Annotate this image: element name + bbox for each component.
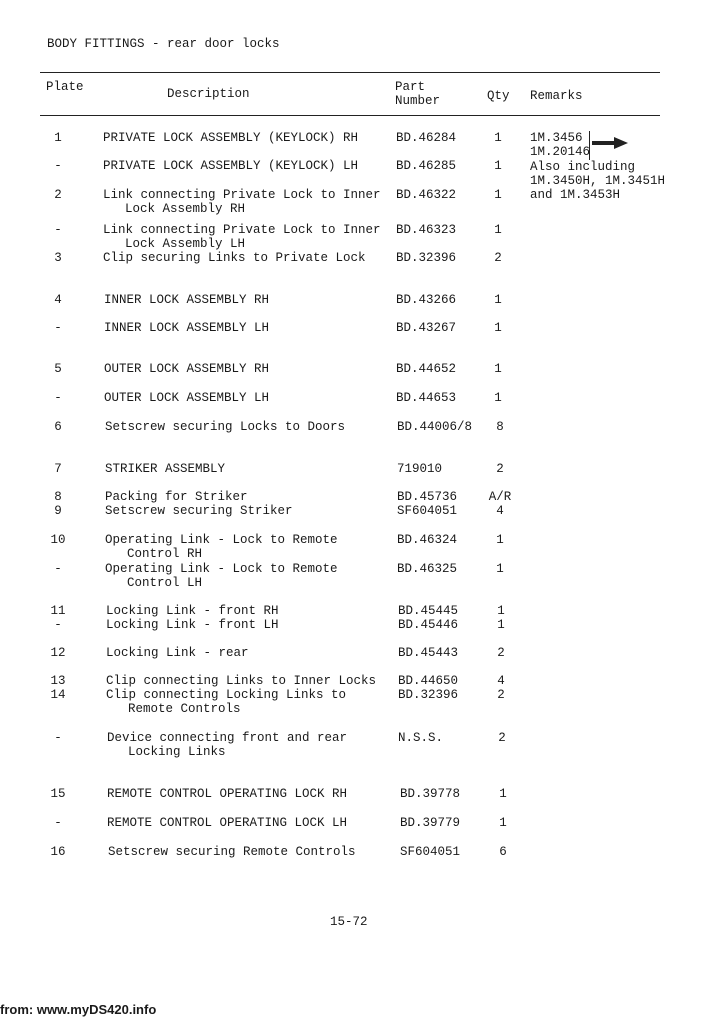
part-number-cell: BD.45736 bbox=[397, 490, 458, 504]
part-number-cell: SF604051 bbox=[400, 845, 461, 859]
qty-cell: 1 bbox=[494, 223, 502, 237]
description-cell: INNER LOCK ASSEMBLY LH bbox=[104, 321, 270, 335]
plate-cell: - bbox=[54, 562, 62, 576]
description-cell: PRIVATE LOCK ASSEMBLY (KEYLOCK) RH bbox=[103, 131, 359, 145]
description-cell: OUTER LOCK ASSEMBLY RH bbox=[104, 362, 270, 376]
qty-cell: 1 bbox=[496, 533, 504, 547]
description-cell: Operating Link - Lock to Remote bbox=[105, 533, 338, 547]
qty-cell: 1 bbox=[494, 159, 502, 173]
qty-cell: 4 bbox=[496, 504, 504, 518]
description-cell-continued: Control LH bbox=[127, 576, 203, 590]
plate-cell: - bbox=[54, 816, 62, 830]
part-number-cell: BD.44652 bbox=[396, 362, 457, 376]
description-cell-continued: Control RH bbox=[127, 547, 203, 561]
remarks-serial-to: 1M.20146 bbox=[530, 145, 591, 159]
qty-cell: 1 bbox=[494, 362, 502, 376]
col-header-remarks: Remarks bbox=[530, 89, 583, 103]
qty-cell: 1 bbox=[499, 816, 507, 830]
qty-cell: 4 bbox=[497, 674, 505, 688]
qty-cell: 6 bbox=[499, 845, 507, 859]
qty-cell: 8 bbox=[496, 420, 504, 434]
part-number-cell: BD.44006/8 bbox=[397, 420, 473, 434]
page-title: BODY FITTINGS - rear door locks bbox=[47, 37, 280, 51]
qty-cell: 1 bbox=[494, 188, 502, 202]
qty-cell: 2 bbox=[498, 731, 506, 745]
qty-cell: 1 bbox=[494, 391, 502, 405]
plate-cell: 6 bbox=[54, 420, 62, 434]
part-number-cell: BD.45445 bbox=[398, 604, 459, 618]
description-cell: Clip connecting Locking Links to bbox=[106, 688, 347, 702]
description-cell: Clip connecting Links to Inner Locks bbox=[106, 674, 377, 688]
part-number-cell: BD.32396 bbox=[398, 688, 459, 702]
plate-cell: 7 bbox=[54, 462, 62, 476]
plate-cell: - bbox=[54, 159, 62, 173]
part-number-cell: BD.39778 bbox=[400, 787, 461, 801]
part-number-cell: BD.44650 bbox=[398, 674, 459, 688]
col-header-part-number: Number bbox=[395, 94, 441, 108]
description-cell: Device connecting front and rear bbox=[107, 731, 348, 745]
description-cell-continued: Lock Assembly RH bbox=[125, 202, 246, 216]
part-number-cell: 719010 bbox=[397, 462, 443, 476]
plate-cell: 11 bbox=[50, 604, 66, 618]
plate-cell: - bbox=[54, 321, 62, 335]
description-cell: Link connecting Private Lock to Inner bbox=[103, 223, 381, 237]
part-number-cell: SF604051 bbox=[397, 504, 458, 518]
plate-cell: 13 bbox=[50, 674, 66, 688]
plate-cell: - bbox=[54, 731, 62, 745]
remarks-note: 1M.3450H, 1M.3451H bbox=[530, 174, 666, 188]
description-cell: Setscrew securing Striker bbox=[105, 504, 293, 518]
description-cell: Setscrew securing Remote Controls bbox=[108, 845, 356, 859]
qty-cell: 1 bbox=[494, 131, 502, 145]
part-number-cell: BD.46323 bbox=[396, 223, 457, 237]
description-cell: Operating Link - Lock to Remote bbox=[105, 562, 338, 576]
part-number-cell: BD.46322 bbox=[396, 188, 457, 202]
part-number-cell: BD.39779 bbox=[400, 816, 461, 830]
part-number-cell: N.S.S. bbox=[398, 731, 444, 745]
part-number-cell: BD.44653 bbox=[396, 391, 457, 405]
qty-cell: 1 bbox=[497, 618, 505, 632]
header-bottom-rule bbox=[40, 115, 660, 116]
qty-cell: 2 bbox=[496, 462, 504, 476]
plate-cell: 15 bbox=[50, 787, 66, 801]
qty-cell: 1 bbox=[494, 293, 502, 307]
description-cell-continued: Locking Links bbox=[128, 745, 226, 759]
plate-cell: - bbox=[54, 618, 62, 632]
plate-cell: 12 bbox=[50, 646, 66, 660]
description-cell: Clip securing Links to Private Lock bbox=[103, 251, 366, 265]
plate-cell: 14 bbox=[50, 688, 66, 702]
arrow-right-icon bbox=[592, 137, 628, 149]
plate-cell: 9 bbox=[54, 504, 62, 518]
description-cell-continued: Lock Assembly LH bbox=[125, 237, 246, 251]
part-number-cell: BD.45446 bbox=[398, 618, 459, 632]
plate-cell: 5 bbox=[54, 362, 62, 376]
plate-cell: 4 bbox=[54, 293, 62, 307]
plate-cell: 16 bbox=[50, 845, 66, 859]
remarks-note: Also including bbox=[530, 160, 636, 174]
qty-cell: A/R bbox=[488, 490, 512, 504]
description-cell: Link connecting Private Lock to Inner bbox=[103, 188, 381, 202]
description-cell: INNER LOCK ASSEMBLY RH bbox=[104, 293, 270, 307]
plate-cell: - bbox=[54, 223, 62, 237]
col-header-part: Part bbox=[395, 80, 426, 94]
part-number-cell: BD.43267 bbox=[396, 321, 457, 335]
col-header-plate: Plate bbox=[46, 80, 84, 94]
plate-cell: - bbox=[54, 391, 62, 405]
qty-cell: 2 bbox=[497, 646, 505, 660]
remarks-bracket-line bbox=[589, 131, 590, 160]
qty-cell: 1 bbox=[497, 604, 505, 618]
part-number-cell: BD.43266 bbox=[396, 293, 457, 307]
qty-cell: 2 bbox=[494, 251, 502, 265]
qty-cell: 2 bbox=[497, 688, 505, 702]
description-cell: Setscrew securing Locks to Doors bbox=[105, 420, 346, 434]
source-footer: from: www.myDS420.info bbox=[0, 1002, 157, 1017]
description-cell: OUTER LOCK ASSEMBLY LH bbox=[104, 391, 270, 405]
plate-cell: 1 bbox=[54, 131, 62, 145]
col-header-description: Description bbox=[167, 87, 250, 101]
description-cell: REMOTE CONTROL OPERATING LOCK RH bbox=[107, 787, 348, 801]
qty-cell: 1 bbox=[496, 562, 504, 576]
qty-cell: 1 bbox=[499, 787, 507, 801]
col-header-qty: Qty bbox=[487, 89, 510, 103]
description-cell: REMOTE CONTROL OPERATING LOCK LH bbox=[107, 816, 348, 830]
remarks-serial-from: 1M.3456 bbox=[530, 131, 583, 145]
remarks-note: and 1M.3453H bbox=[530, 188, 621, 202]
description-cell: Locking Link - front RH bbox=[106, 604, 279, 618]
qty-cell: 1 bbox=[494, 321, 502, 335]
header-top-rule bbox=[40, 72, 660, 73]
part-number-cell: BD.46325 bbox=[397, 562, 458, 576]
plate-cell: 3 bbox=[54, 251, 62, 265]
description-cell: Packing for Striker bbox=[105, 490, 248, 504]
description-cell-continued: Remote Controls bbox=[128, 702, 241, 716]
plate-cell: 2 bbox=[54, 188, 62, 202]
part-number-cell: BD.46284 bbox=[396, 131, 457, 145]
part-number-cell: BD.46285 bbox=[396, 159, 457, 173]
part-number-cell: BD.46324 bbox=[397, 533, 458, 547]
page-number: 15-72 bbox=[330, 915, 368, 929]
part-number-cell: BD.45443 bbox=[398, 646, 459, 660]
part-number-cell: BD.32396 bbox=[396, 251, 457, 265]
plate-cell: 8 bbox=[54, 490, 62, 504]
plate-cell: 10 bbox=[50, 533, 66, 547]
description-cell: PRIVATE LOCK ASSEMBLY (KEYLOCK) LH bbox=[103, 159, 359, 173]
description-cell: Locking Link - rear bbox=[106, 646, 249, 660]
description-cell: STRIKER ASSEMBLY bbox=[105, 462, 226, 476]
description-cell: Locking Link - front LH bbox=[106, 618, 279, 632]
